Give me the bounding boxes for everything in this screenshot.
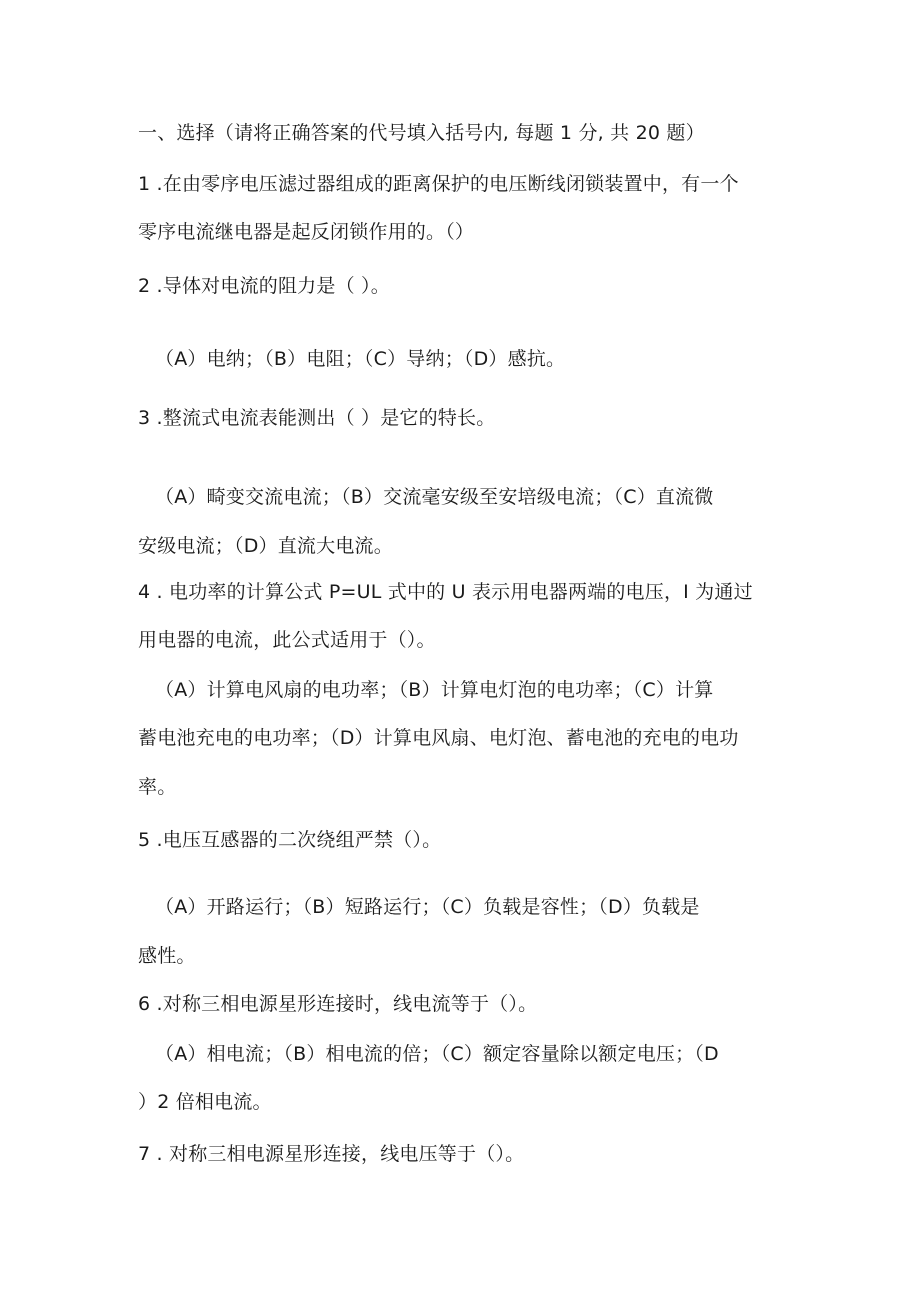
question-4-line-2: 用电器的电流，此公式适用于（）。 [138, 629, 436, 651]
question-4-options-line-3: 率。 [138, 776, 177, 798]
question-4-line-1: 4 . 电功率的计算公式 P=UL 式中的 U 表示用电器两端的电压，I 为通过 [138, 581, 753, 603]
question-6-options-line-1: （A）相电流；（B）相电流的倍；（C）额定容量除以额定电压；（D [155, 1043, 719, 1065]
question-3: 3 .整流式电流表能测出（ ）是它的特长。 [138, 407, 496, 429]
question-4-options-line-1: （A）计算电风扇的电功率；（B）计算电灯泡的电功率；（C）计算 [155, 679, 714, 701]
question-4-options-line-2: 蓄电池充电的电功率；（D）计算电风扇、电灯泡、蓄电池的充电的电功 [138, 727, 739, 749]
question-1-line-2: 零序电流继电器是起反闭锁作用的。（） [138, 221, 475, 243]
question-5-options-line-1: （A）开路运行；（B）短路运行；（C）负载是容性；（D）负载是 [155, 896, 700, 918]
question-1-line-1: 1 .在由零序电压滤过器组成的距离保护的电压断线闭锁装置中，有一个 [138, 173, 739, 195]
question-6-options-line-2: ）2 倍相电流。 [138, 1091, 272, 1113]
section-heading: 一、选择（请将正确答案的代号填入括号内, 每题 1 分, 共 20 题） [138, 122, 705, 144]
question-5-options-line-2: 感性。 [138, 945, 196, 967]
question-5: 5 .电压互感器的二次绕组严禁（）。 [138, 829, 442, 851]
question-7: 7 . 对称三相电源星形连接，线电压等于（）。 [138, 1143, 525, 1165]
question-3-options-line-1: （A）畸变交流电流；（B）交流毫安级至安培级电流；（C）直流微 [155, 486, 714, 508]
question-2-options: （A）电纳；（B）电阻；（C）导纳；（D）感抗。 [155, 348, 566, 370]
question-3-options-line-2: 安级电流；（D）直流大电流。 [138, 535, 393, 557]
question-2: 2 .导体对电流的阻力是（ ）。 [138, 275, 390, 297]
question-6: 6 .对称三相电源星形连接时，线电流等于（）。 [138, 993, 538, 1015]
